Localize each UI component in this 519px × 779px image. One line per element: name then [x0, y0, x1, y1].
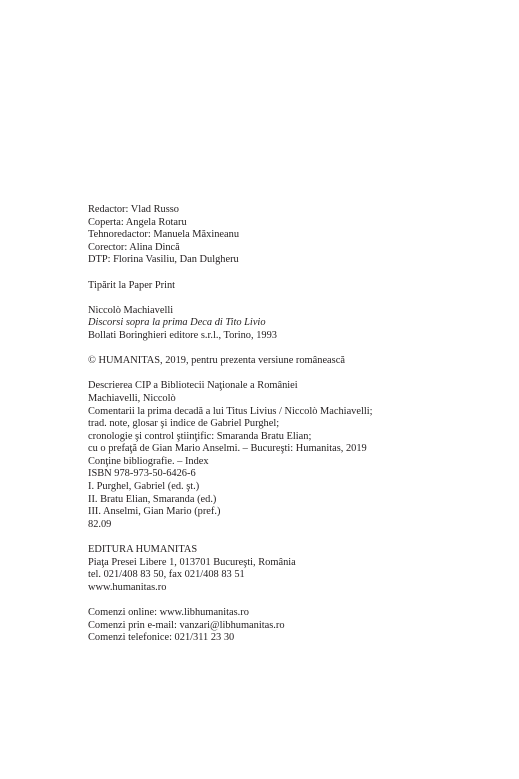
copyright-block [88, 355, 508, 368]
orders-block [88, 607, 508, 645]
cip-line: Machiavelli, Niccolò [88, 392, 176, 404]
original-title: Discorsi sopra la prima Deca di Tito Livio [88, 317, 266, 329]
cip-line: Comentarii la prima decadă a lui Titus Livius / Niccolò Machiavelli; [88, 405, 373, 417]
publisher-address: Piaţa Presei Libere 1, 013701 Bucureşti, România [88, 556, 296, 568]
publisher-phone: tel. 021/408 83 50, fax 021/408 83 51 [88, 569, 245, 581]
cip-isbn: ISBN 978-973-50-6426-6 [88, 468, 196, 480]
printer-block [88, 280, 508, 293]
credit-proofreader: Corector: Alina Dincă [88, 241, 180, 253]
credit-cover: Coperta: Angela Rotaru [88, 216, 187, 228]
cip-block [88, 380, 508, 531]
credit-technical-editor: Tehnoredactor: Manuela Măxineanu [88, 229, 240, 241]
cip-line: I. Purghel, Gabriel (ed. şt.) [88, 481, 200, 493]
cip-line: cronologie şi control ştiinţific: Smaranda Bratu Elian; [88, 430, 312, 442]
printer-line: Tipărit la Paper Print [88, 279, 176, 291]
cip-line: Conţine bibliografie. – Index [88, 455, 209, 467]
order-email: Comenzi prin e-mail: vanzari@libhumanitas.ro [88, 619, 285, 631]
publisher-name: EDITURA HUMANITAS [88, 544, 198, 556]
credit-editor: Redactor: Vlad Russo [88, 204, 180, 215]
cip-line: III. Anselmi, Gian Mario (pref.) [88, 506, 221, 518]
order-online: Comenzi online: www.libhumanitas.ro [88, 607, 249, 618]
cip-line: cu o prefaţă de Gian Mario Anselmi. – Bucureşti: Humanitas, 2019 [88, 443, 367, 455]
imprint-text [88, 204, 508, 645]
copyright-line: © HUMANITAS, 2019, pentru prezenta versiune românească [88, 355, 345, 367]
original-author: Niccolò Machiavelli [88, 304, 174, 316]
original-publisher: Bollati Boringhieri editore s.r.l., Torino, 1993 [88, 329, 277, 341]
publisher-block [88, 544, 508, 594]
publisher-website: www.humanitas.ro [88, 581, 167, 593]
cip-line: II. Bratu Elian, Smaranda (ed.) [88, 493, 217, 505]
cip-line: Descrierea CIP a Bibliotecii Naţionale a României [88, 380, 298, 392]
original-edition-block [88, 305, 508, 343]
credits-block [88, 204, 508, 267]
credit-dtp: DTP: Florina Vasiliu, Dan Dulgheru [88, 254, 239, 266]
cip-classification: 82.09 [88, 518, 112, 530]
order-phone: Comenzi telefonice: 021/311 23 30 [88, 632, 235, 644]
cip-line: trad. note, glosar şi indice de Gabriel Purghel; [88, 418, 280, 430]
